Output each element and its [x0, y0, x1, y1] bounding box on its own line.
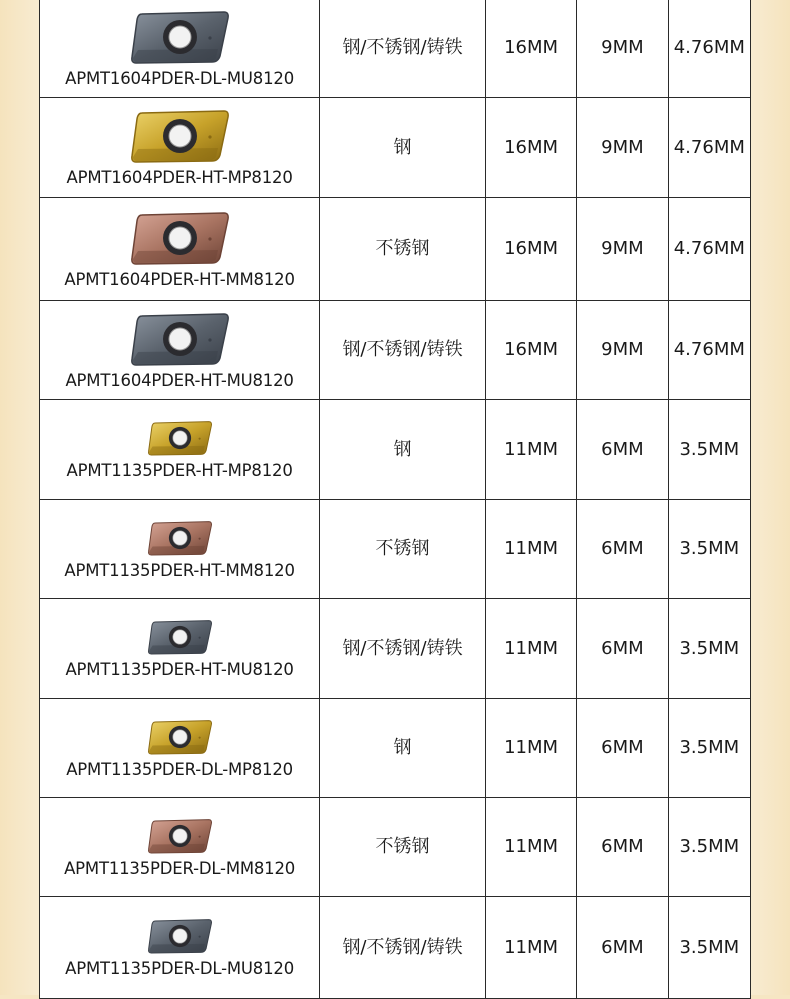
width-value: 9MM: [601, 339, 644, 360]
insert-screw-hole: [172, 630, 186, 644]
width-cell: [577, 897, 668, 999]
table-row: [40, 897, 751, 999]
table-row: [40, 500, 751, 599]
thickness-value: 4.76MM: [673, 37, 745, 58]
model-cell: [40, 98, 320, 198]
diameter-value: 16MM: [504, 136, 559, 158]
thickness-cell: [668, 0, 750, 98]
width-value: 9MM: [601, 136, 644, 158]
thickness-value: 4.76MM: [673, 339, 745, 360]
material-text: 钢: [393, 737, 412, 758]
width-cell: [577, 98, 668, 198]
diameter-cell: [485, 301, 576, 400]
material-cell: [320, 0, 486, 98]
material-cell: [320, 301, 486, 400]
diameter-cell: [485, 897, 576, 999]
insert-mark: [208, 237, 211, 240]
diameter-value: 11MM: [504, 737, 559, 758]
material-text: 钢/不锈钢/铸铁: [342, 339, 463, 360]
diameter-value: 11MM: [504, 438, 559, 460]
model-cell: [40, 699, 320, 798]
insert-mark: [208, 36, 211, 39]
material-text: 钢: [393, 136, 412, 158]
insert-image-gray: [146, 617, 214, 657]
diameter-cell: [485, 198, 576, 301]
thickness-cell: [668, 599, 750, 699]
table-row: [40, 699, 751, 798]
width-value: 6MM: [601, 538, 644, 559]
diameter-cell: [485, 798, 576, 897]
diameter-cell: [485, 599, 576, 699]
insert-screw-hole: [172, 530, 186, 544]
insert-mark: [198, 835, 200, 837]
thickness-value: 4.76MM: [673, 136, 745, 158]
material-text: 不锈钢: [375, 538, 430, 559]
spec-table-body: [40, 0, 751, 999]
width-cell: [577, 301, 668, 400]
material-cell: [320, 400, 486, 500]
thickness-cell: [668, 897, 750, 999]
model-code: APMT1135PDER-HT-MM8120: [64, 560, 295, 580]
insert-screw-hole: [172, 828, 186, 842]
material-text: 钢: [393, 438, 412, 460]
material-text: 不锈钢: [375, 836, 430, 857]
insert-image-gold: [146, 717, 214, 757]
thickness-cell: [668, 500, 750, 599]
table-row: [40, 400, 751, 500]
thickness-value: 3.5MM: [679, 936, 740, 958]
insert-mark: [198, 537, 200, 539]
material-cell: [320, 798, 486, 897]
table-row: [40, 198, 751, 301]
thickness-value: 3.5MM: [679, 438, 740, 460]
model-code: APMT1135PDER-HT-MU8120: [65, 660, 294, 679]
insert-image-gray: [128, 8, 232, 66]
width-value: 6MM: [601, 737, 644, 758]
insert-image-gold: [146, 418, 214, 458]
model-code: APMT1135PDER-DL-MP8120: [66, 759, 293, 779]
thickness-value: 3.5MM: [679, 538, 740, 559]
model-code: APMT1604PDER-HT-MM8120: [64, 269, 295, 289]
width-value: 6MM: [601, 438, 644, 460]
insert-mark: [198, 637, 200, 639]
spec-table: [39, 0, 751, 999]
width-value: 9MM: [601, 238, 644, 259]
width-cell: [577, 599, 668, 699]
thickness-cell: [668, 798, 750, 897]
thickness-cell: [668, 301, 750, 400]
material-cell: [320, 500, 486, 599]
model-cell: [40, 897, 320, 999]
insert-screw-hole: [169, 328, 191, 350]
material-cell: [320, 897, 486, 999]
diameter-value: 16MM: [504, 238, 559, 259]
model-cell: [40, 798, 320, 897]
table-row: [40, 0, 751, 98]
model-code: APMT1135PDER-DL-MU8120: [65, 959, 294, 978]
diameter-cell: [485, 0, 576, 98]
material-cell: [320, 198, 486, 301]
model-cell: [40, 500, 320, 599]
insert-screw-hole: [172, 729, 186, 743]
width-cell: [577, 798, 668, 897]
thickness-cell: [668, 699, 750, 798]
diameter-cell: [485, 500, 576, 599]
material-cell: [320, 599, 486, 699]
insert-image-rose: [146, 816, 214, 856]
model-code: APMT1135PDER-DL-MM8120: [64, 858, 296, 878]
diameter-cell: [485, 98, 576, 198]
model-code: APMT1604PDER-DL-MU8120: [65, 68, 294, 88]
insert-screw-hole: [169, 227, 191, 249]
width-value: 6MM: [601, 637, 644, 659]
insert-image-rose: [146, 518, 214, 558]
table-row: [40, 98, 751, 198]
width-cell: [577, 500, 668, 599]
width-value: 6MM: [601, 936, 644, 958]
width-cell: [577, 699, 668, 798]
insert-screw-hole: [172, 431, 186, 445]
thickness-cell: [668, 98, 750, 198]
model-code: APMT1604PDER-HT-MU8120: [65, 370, 294, 390]
insert-mark: [198, 438, 200, 440]
insert-mark: [198, 936, 200, 938]
diameter-cell: [485, 400, 576, 500]
insert-screw-hole: [169, 26, 191, 48]
material-cell: [320, 98, 486, 198]
diameter-value: 16MM: [504, 339, 559, 360]
material-text: 钢/不锈钢/铸铁: [342, 37, 463, 58]
table-row: [40, 301, 751, 400]
insert-screw-hole: [169, 125, 191, 147]
model-cell: [40, 400, 320, 500]
table-row: [40, 798, 751, 897]
insert-image-gold: [128, 107, 232, 165]
insert-mark: [208, 338, 211, 341]
model-cell: [40, 198, 320, 301]
insert-screw-hole: [172, 929, 186, 943]
insert-image-gray: [146, 916, 214, 956]
model-code: APMT1604PDER-HT-MP8120: [66, 168, 293, 187]
model-cell: [40, 301, 320, 400]
thickness-value: 3.5MM: [679, 737, 740, 758]
model-cell: [40, 0, 320, 98]
diameter-value: 16MM: [504, 37, 559, 58]
diameter-value: 11MM: [504, 637, 559, 659]
thickness-cell: [668, 198, 750, 301]
thickness-value: 3.5MM: [679, 836, 740, 857]
insert-image-rose: [128, 209, 232, 267]
model-code: APMT1135PDER-HT-MP8120: [66, 461, 293, 480]
width-value: 9MM: [601, 37, 644, 58]
width-value: 6MM: [601, 836, 644, 857]
diameter-value: 11MM: [504, 538, 559, 559]
diameter-value: 11MM: [504, 936, 559, 958]
model-cell: [40, 599, 320, 699]
thickness-cell: [668, 400, 750, 500]
thickness-value: 3.5MM: [679, 637, 740, 659]
thickness-value: 4.76MM: [673, 238, 745, 259]
material-cell: [320, 699, 486, 798]
material-text: 钢/不锈钢/铸铁: [342, 637, 463, 659]
width-cell: [577, 198, 668, 301]
material-text: 不锈钢: [375, 238, 430, 259]
insert-image-gray: [128, 310, 232, 368]
insert-mark: [198, 736, 200, 738]
table-row: [40, 599, 751, 699]
diameter-value: 11MM: [504, 836, 559, 857]
width-cell: [577, 0, 668, 98]
diameter-cell: [485, 699, 576, 798]
material-text: 钢/不锈钢/铸铁: [342, 936, 463, 958]
insert-mark: [208, 135, 211, 138]
width-cell: [577, 400, 668, 500]
